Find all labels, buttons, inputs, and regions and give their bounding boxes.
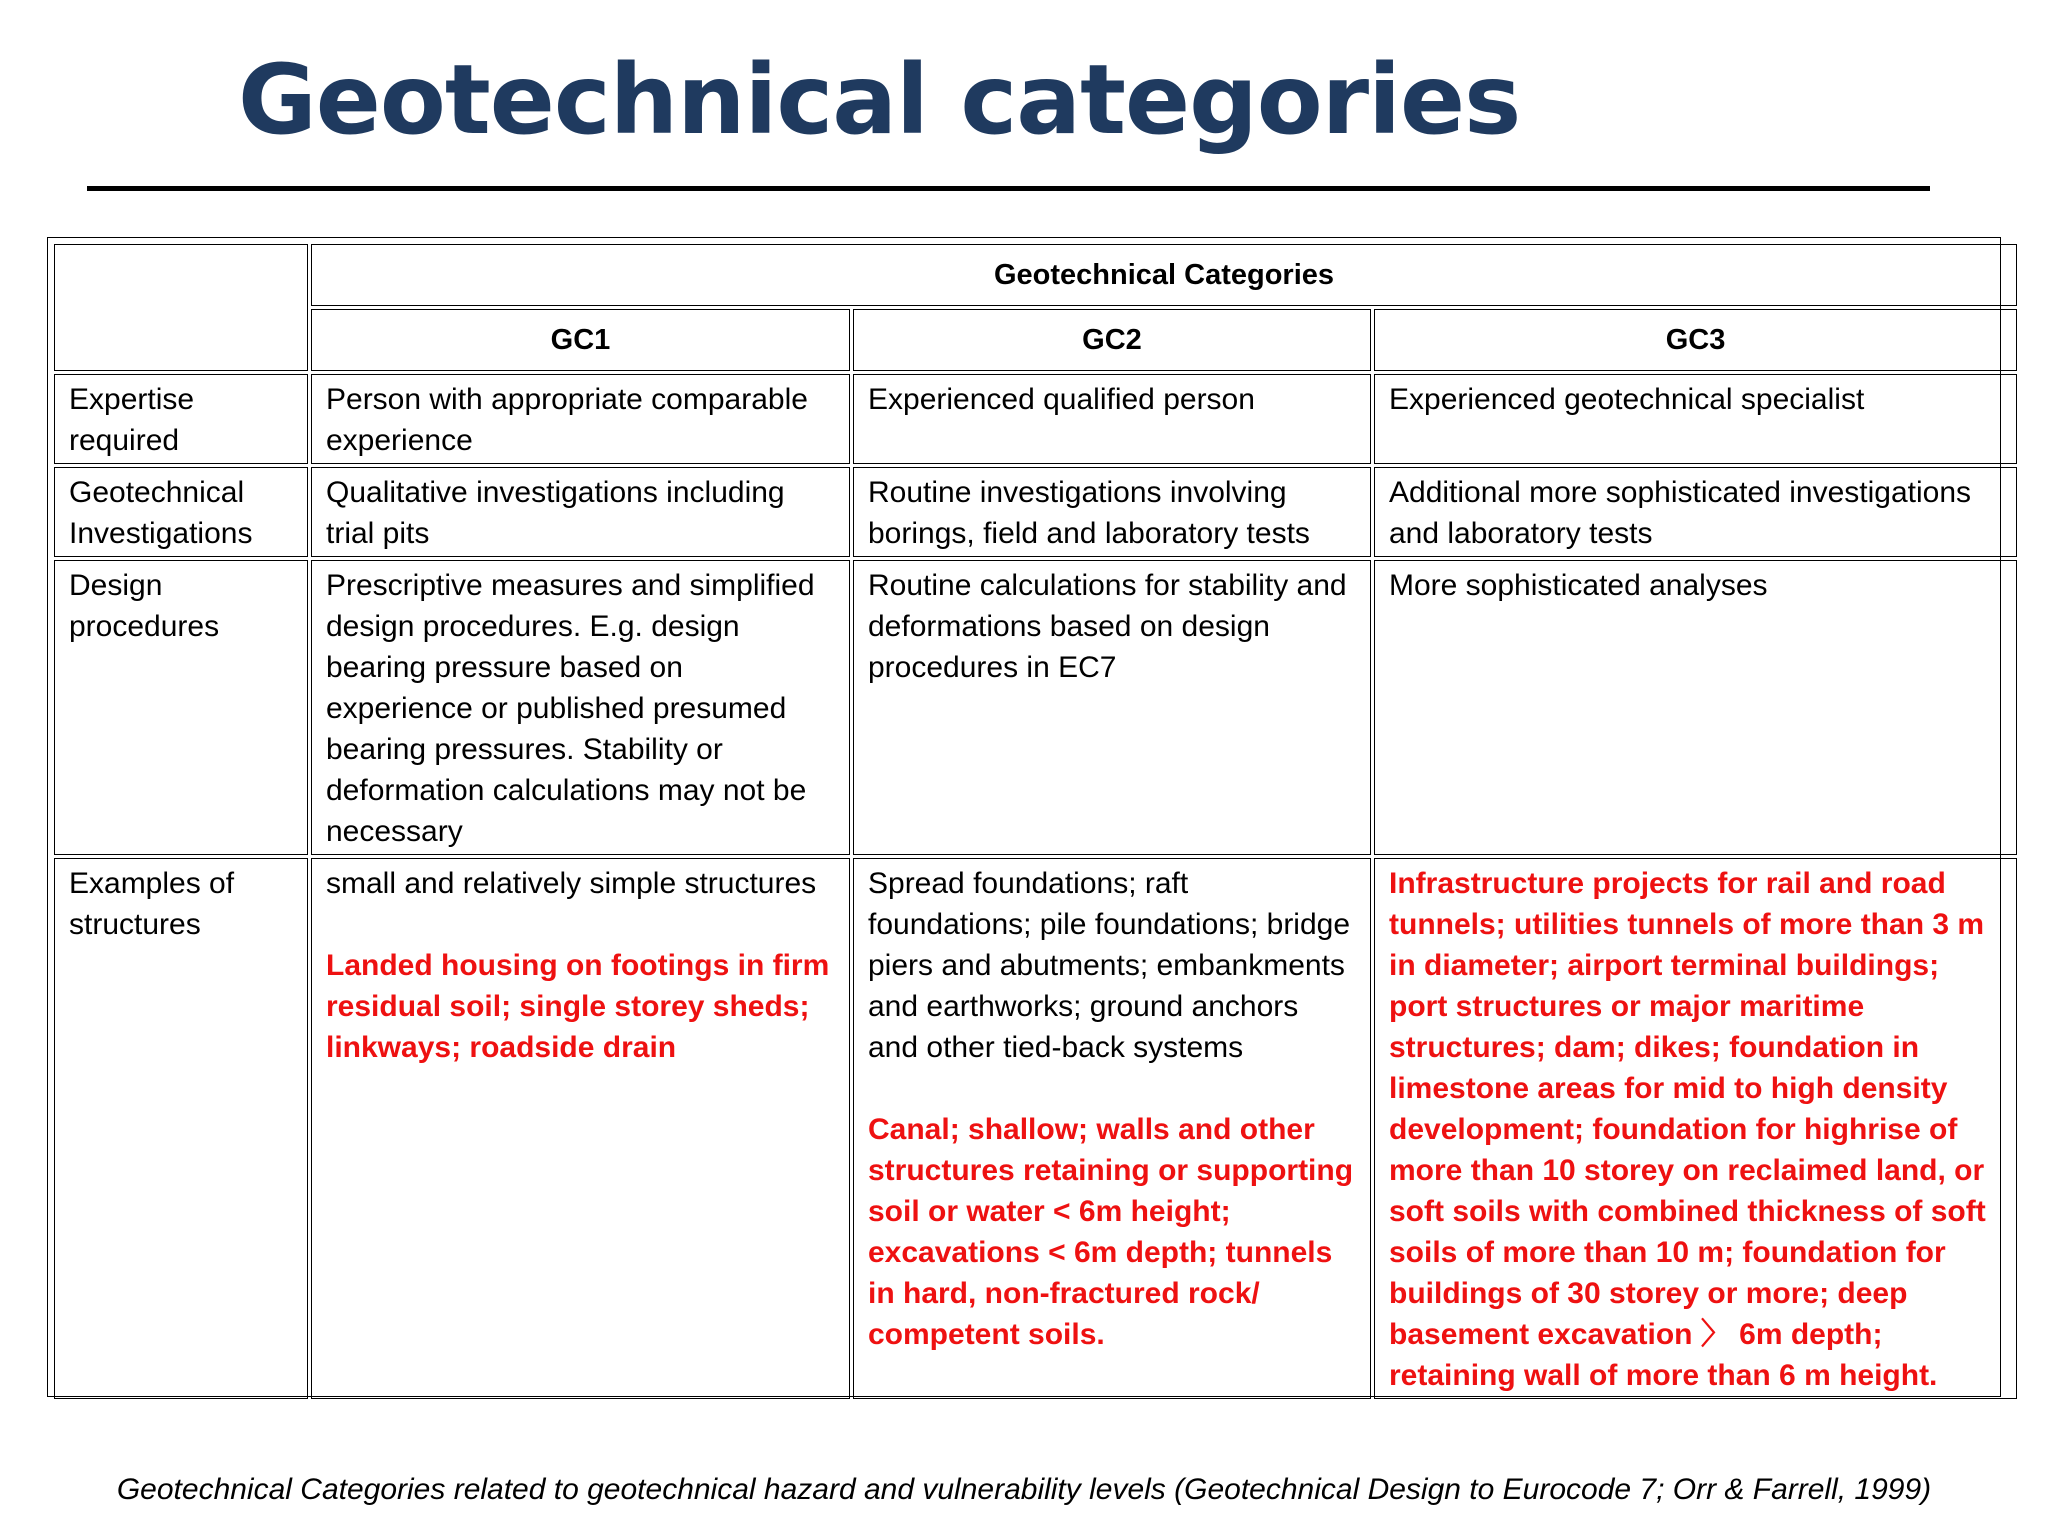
- examples-gc2-highlight: Canal; shallow; walls and other structures retaining or supporting soil or water < 6m height; excavations < 6m depth; tunnels in hard, non-fractured rock/ competent soils.: [868, 1113, 1354, 1351]
- row-label-examples: Examples of structures: [54, 858, 308, 1399]
- table-header-row: [54, 244, 2017, 306]
- title-divider: [87, 186, 1930, 191]
- cell-investigations-gc3: Additional more sophisticated investigations and laboratory tests: [1374, 467, 2017, 557]
- cell-design-gc2: Routine calculations for stability and deformations based on design procedures in EC7: [853, 560, 1371, 855]
- cell-expertise-gc1: Person with appropriate comparable experience: [311, 374, 850, 464]
- cell-investigations-gc2: Routine investigations involving borings, field and laboratory tests: [853, 467, 1371, 557]
- examples-gc1-highlight: Landed housing on footings in firm residual soil; single storey sheds; linkways; roadside drain: [326, 949, 830, 1064]
- cell-examples-gc1: [311, 858, 850, 1399]
- table-row: [54, 560, 2017, 855]
- row-label-investigations: Geotechnical Investigations: [54, 467, 308, 557]
- cell-expertise-gc3: Experienced geotechnical specialist: [1374, 374, 2017, 464]
- empty-corner-cell: [54, 244, 308, 371]
- cell-examples-gc3: [1374, 858, 2017, 1399]
- column-header-gc1: GC1: [311, 309, 850, 371]
- column-header-gc3: GC3: [1374, 309, 2017, 371]
- row-label-design: Design procedures: [54, 560, 308, 855]
- cell-examples-gc2: [853, 858, 1371, 1399]
- group-header-cell: Geotechnical Categories: [311, 244, 2017, 306]
- examples-gc3-highlight: Infrastructure projects for rail and road tunnels; utilities tunnels of more than 3 m in diameter; airport terminal buildings; port structures or major maritime structures; dam; dikes; foundation in limestone areas for mid to high density development; foundation for highrise of more than 10 storey on reclaimed land, or soft soils with combined thickness of soft soils of more than 10 m; foundation for buildings of 30 storey or more; deep basement excavation 〉 6m depth; retaining wall of more than 6 m height.: [1389, 867, 1986, 1392]
- cell-expertise-gc2: Experienced qualified person: [853, 374, 1371, 464]
- figure-caption: Geotechnical Categories related to geotechnical hazard and vulnerability levels (Geotechnical Design to Eurocode 7; Orr & Farrell, 1999): [116, 1473, 1932, 1506]
- column-header-row: [54, 309, 2017, 371]
- table-frame: [47, 237, 2001, 1397]
- cell-design-gc3: More sophisticated analyses: [1374, 560, 2017, 855]
- cell-investigations-gc1: Qualitative investigations including trial pits: [311, 467, 850, 557]
- table-row: [54, 374, 2017, 464]
- geotechnical-categories-table: [51, 241, 2020, 1402]
- table-row: [54, 858, 2017, 1399]
- slide-title: Geotechnical categories: [238, 44, 1521, 156]
- examples-gc1-text: small and relatively simple structures: [326, 867, 817, 900]
- table-row: [54, 467, 2017, 557]
- row-label-expertise: Expertise required: [54, 374, 308, 464]
- column-header-gc2: GC2: [853, 309, 1371, 371]
- examples-gc2-text: Spread foundations; raft foundations; pile foundations; bridge piers and abutments; embankments and earthworks; ground anchors and other tied-back systems: [868, 867, 1351, 1064]
- cell-design-gc1: Prescriptive measures and simplified design procedures. E.g. design bearing pressure based on experience or published presumed bearing pressures. Stability or deformation calculations may not be necessary: [311, 560, 850, 855]
